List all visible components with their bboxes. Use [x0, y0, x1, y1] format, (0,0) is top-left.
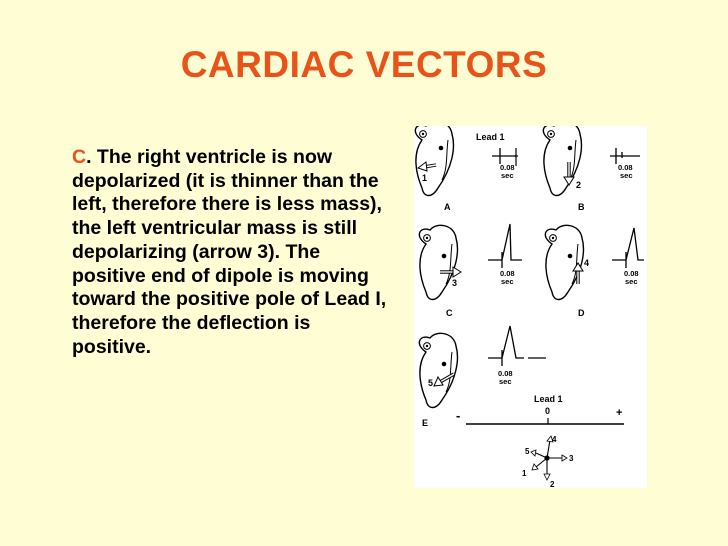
- panel-letter-e: E: [422, 418, 429, 428]
- ecg-trace-b: [610, 148, 640, 164]
- unit-c: sec: [501, 277, 514, 286]
- panel-letter-d: D: [578, 308, 585, 318]
- rosette-label-3: 3: [569, 454, 574, 463]
- ecg-trace-e: [488, 326, 546, 366]
- rosette-label-5: 5: [525, 447, 530, 456]
- figure-svg: [414, 126, 647, 488]
- axis-minus-label: -: [456, 408, 461, 423]
- unit-a: sec: [501, 171, 514, 180]
- duration-b: 0.08: [618, 163, 633, 172]
- unit-d: sec: [625, 277, 638, 286]
- ecg-trace-d: [612, 228, 644, 268]
- duration-c: 0.08: [500, 269, 515, 278]
- ecg-trace-a: [492, 148, 518, 164]
- rosette-label-1: 1: [522, 469, 527, 478]
- unit-e: sec: [499, 377, 512, 386]
- panel-d: [545, 225, 644, 318]
- cardiac-vector-figure: [414, 126, 647, 488]
- arrow-number-4: 4: [584, 258, 590, 268]
- body-paragraph: [72, 146, 390, 359]
- panel-c: [419, 224, 522, 318]
- panel-b: [543, 126, 640, 212]
- rosette-label-4: 4: [552, 435, 557, 444]
- panel-e: [419, 326, 546, 428]
- paragraph-letter: C: [72, 146, 87, 168]
- ecg-trace-c: [488, 224, 522, 268]
- panel-letter-b: B: [578, 202, 585, 212]
- lead-axis: [456, 394, 624, 424]
- rosette-label-2: 2: [550, 480, 555, 488]
- vector-rosette: [522, 435, 574, 488]
- panel-letter-a: A: [444, 202, 451, 212]
- paragraph-text: . The right ventricle is now depolarized (it is thinner than the left, therefore there is less mass), the left ventricular mass is still depolarizing (arrow 3). The positive end of dipole is moving toward the positive pole of Lead I, therefore the deflection is positive.: [72, 146, 387, 358]
- duration-d: 0.08: [624, 269, 639, 278]
- arrow-number-3: 3: [452, 278, 458, 288]
- sa-node-dot: [439, 146, 444, 151]
- axis-lead-label: Lead 1: [534, 394, 563, 404]
- arrow-number-2: 2: [576, 180, 582, 190]
- panel-letter-c: C: [446, 308, 453, 318]
- unit-b: sec: [620, 171, 633, 180]
- axis-plus-label: +: [616, 407, 623, 419]
- slide-title: CARDIAC VECTORS: [180, 44, 548, 85]
- lead-header: Lead 1: [476, 132, 505, 142]
- duration-a: 0.08: [500, 163, 515, 172]
- arrow-number-1: 1: [422, 173, 428, 183]
- axis-zero-label: 0: [545, 406, 551, 416]
- duration-e: 0.08: [498, 369, 513, 378]
- arrow-number-5: 5: [428, 378, 434, 388]
